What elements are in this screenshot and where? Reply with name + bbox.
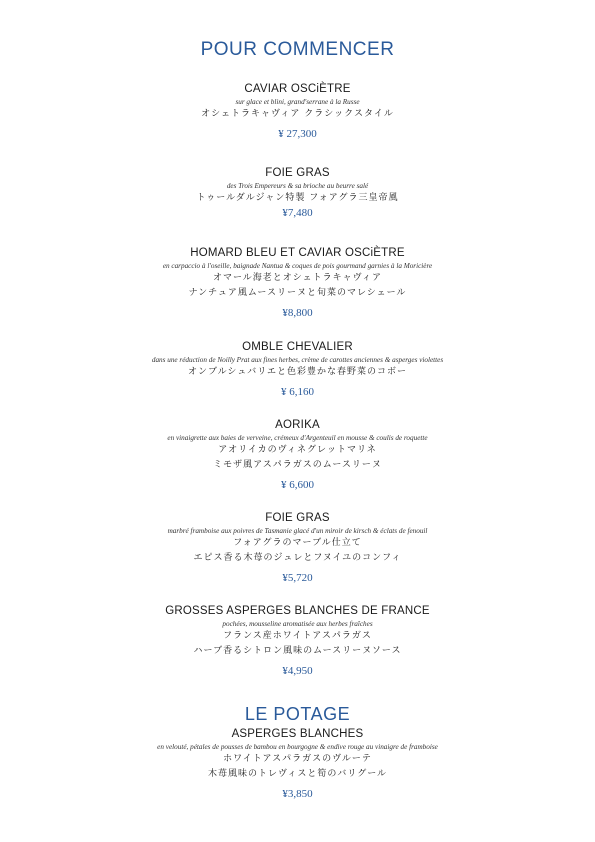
item-japanese-line: トゥールダルジャン特製 フォアグラ三皇帝風 (196, 193, 399, 203)
item-price: ¥8,800 (282, 307, 313, 319)
item-name: ASPERGES BLANCHES (231, 728, 364, 740)
item-japanese-line: ナンチュア風ムースリーヌと旬菜のマレシェール (188, 288, 407, 298)
menu-item-aorika (0, 418, 595, 492)
item-description: en vinaigrette aux baies de verveine, crémeux d'Argenteuil en mousse & coulis de roquette (167, 434, 428, 442)
item-price: ¥ 27,300 (278, 128, 317, 140)
item-description: sur glace et blini, grand'serrane à la Russe (235, 98, 360, 106)
menu-item-caviar-oscietre (0, 82, 595, 141)
item-price: ¥3,850 (282, 788, 313, 800)
item-name: HOMARD BLEU ET CAVIAR OSCiÈTRE (190, 247, 405, 259)
menu-item-omble-chevalier (0, 340, 595, 399)
item-japanese-line: アオリイカのヴィネグレットマリネ (218, 445, 377, 455)
item-price: ¥ 6,600 (281, 479, 314, 491)
item-description: pochées, mousseline aromatisée aux herbes fraîches (222, 620, 373, 628)
item-name: AORIKA (275, 419, 320, 431)
item-price: ¥5,720 (282, 572, 313, 584)
item-japanese-line: ホワイトアスパラガスのヴルーテ (223, 754, 372, 764)
item-price: ¥4,950 (282, 665, 313, 677)
item-price: ¥ 6,160 (281, 386, 314, 398)
item-name: OMBLE CHEVALIER (242, 341, 353, 353)
item-japanese-line: フォアグラのマーブル仕立て (233, 538, 362, 548)
item-name: FOIE GRAS (265, 512, 330, 524)
item-description: marbré framboise aux poivres de Tasmanie glacé d'un miroir de kirsch & éclats de fenouil (167, 527, 428, 535)
item-name: CAVIAR OSCiÈTRE (244, 83, 351, 95)
item-japanese-line: オシェトラキャヴィア クラシックスタイル (201, 109, 394, 119)
item-japanese-line: 木苺風味のトレヴィスと筍のバリグール (207, 769, 388, 779)
item-japanese-line: オンブルシュバリエと色彩豊かな春野菜のコボー (187, 367, 408, 377)
item-description: des Trois Empereurs & sa brioche au beurre salé (226, 182, 369, 190)
item-description: en carpaccio à l'oseille, baignade Nantua & coques de pois gourmand garnies à la Moricière (162, 262, 433, 270)
menu-item-asperges-blanches (0, 727, 595, 801)
section-title-pour-commencer: POUR COMMENCER (200, 39, 395, 60)
item-japanese-line: オマール海老とオシェトラキャヴィア (212, 273, 383, 283)
menu-item-foie-gras-marbre (0, 511, 595, 585)
menu-item-grosses-asperges (0, 604, 595, 678)
item-japanese-line: エピス香る木苺のジュレとフヌイユのコンフィ (193, 553, 402, 563)
item-japanese-line: ハーブ香るシトロン風味のムースリーヌソース (193, 646, 402, 656)
item-japanese-line: フランス産ホワイトアスパラガス (223, 631, 372, 641)
section-title-le-potage: LE POTAGE (244, 704, 351, 724)
item-name: FOIE GRAS (265, 167, 330, 179)
menu-item-foie-gras (0, 166, 595, 220)
item-japanese-line: ミモザ風アスパラガスのムースリーヌ (213, 460, 382, 470)
item-price: ¥7,480 (282, 207, 313, 219)
menu-item-homard-bleu (0, 246, 595, 320)
item-description: en velouté, pétales de pousses de bambou en bourgogne & endive rouge au vinaigre de framboise (157, 743, 438, 751)
item-name: GROSSES ASPERGES BLANCHES DE FRANCE (165, 605, 430, 617)
item-description: dans une réduction de Noilly Prat aux fines herbes, crème de carottes anciennes & asperges violettes (151, 356, 444, 364)
